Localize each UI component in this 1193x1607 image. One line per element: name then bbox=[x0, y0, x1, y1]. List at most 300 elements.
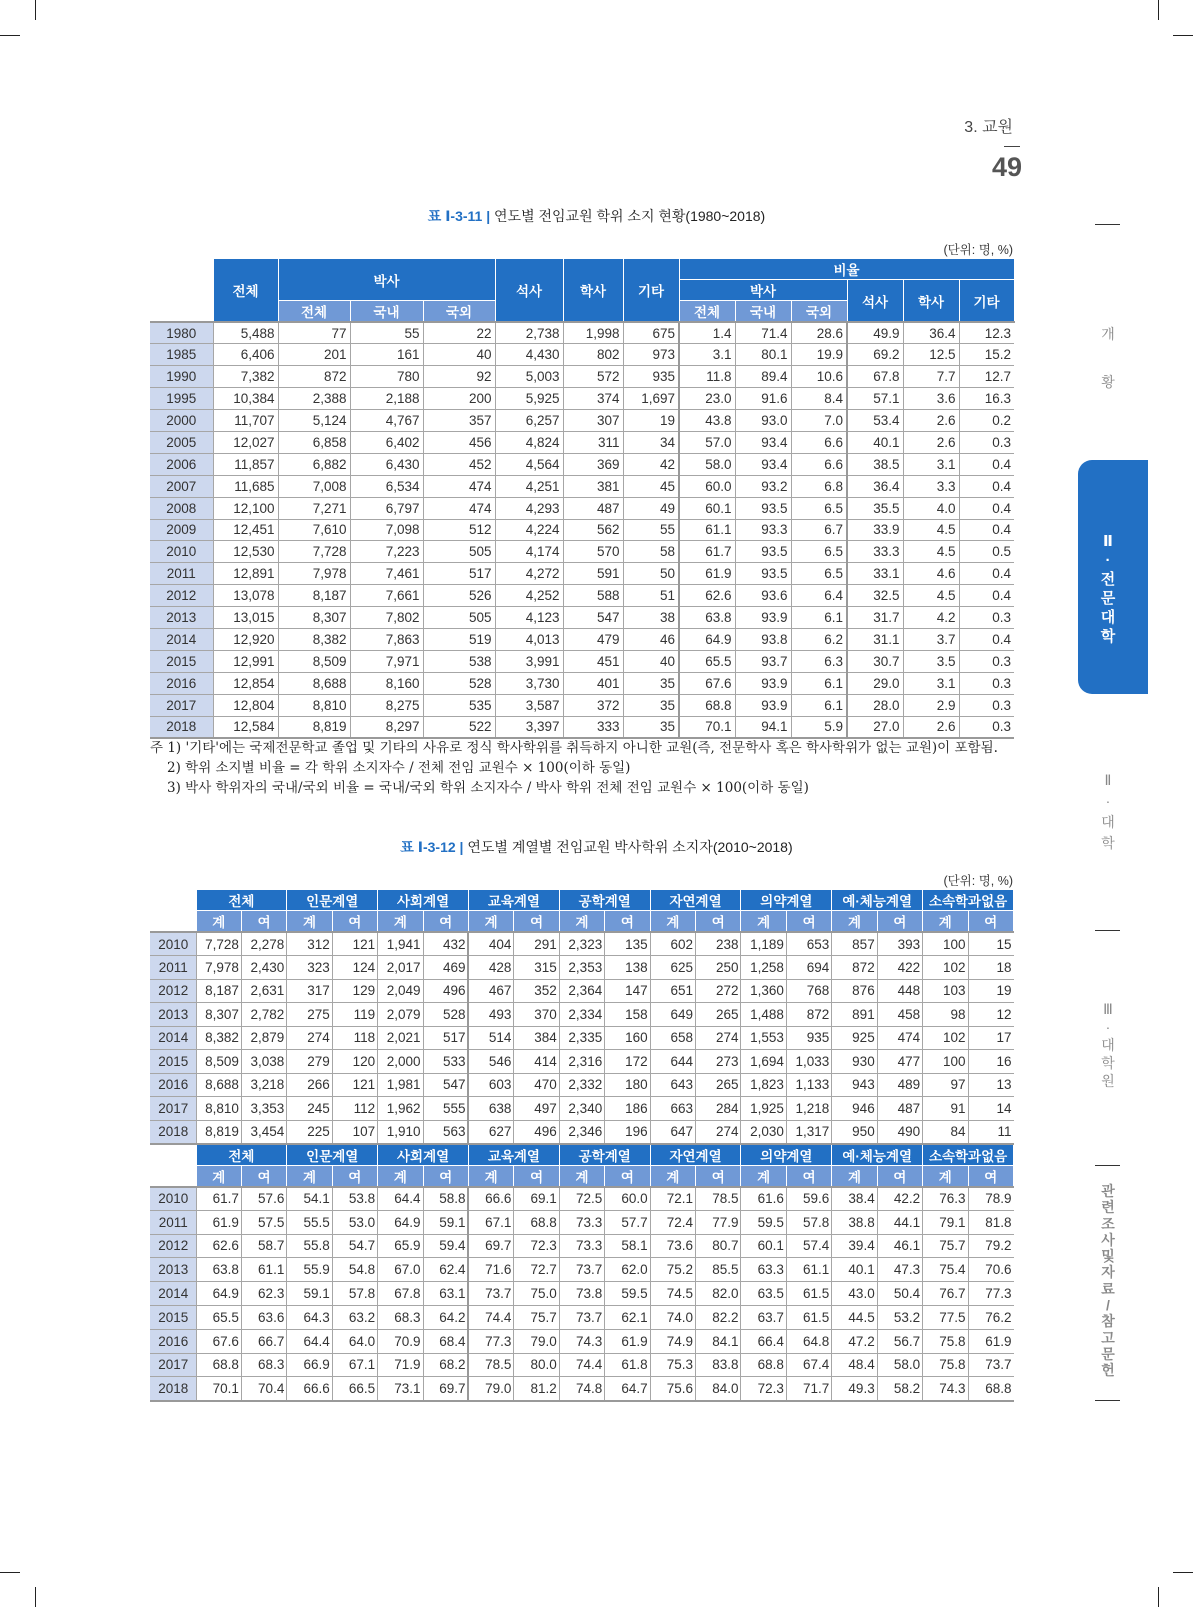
value-cell: 102 bbox=[923, 956, 968, 980]
year-cell: 1980 bbox=[150, 322, 213, 344]
value-cell: 12,451 bbox=[213, 519, 278, 541]
value-cell: 603 bbox=[468, 1073, 513, 1097]
group-header-row bbox=[150, 890, 1014, 911]
value-cell: 64.9 bbox=[378, 1210, 423, 1234]
value-cell: 2,879 bbox=[241, 1026, 286, 1050]
value-cell: 47.2 bbox=[832, 1329, 877, 1353]
value-cell: 315 bbox=[514, 956, 559, 980]
value-cell: 74.3 bbox=[923, 1377, 968, 1401]
year-cell: 2016 bbox=[150, 1329, 196, 1353]
crop-mark bbox=[1173, 1572, 1193, 1573]
value-cell: 12,100 bbox=[213, 497, 278, 519]
sub-header-female: 여 bbox=[968, 1165, 1013, 1187]
value-cell: 138 bbox=[605, 956, 650, 980]
col-ratio-phd-domestic: 국내 bbox=[735, 301, 791, 323]
value-cell: 58 bbox=[623, 541, 679, 563]
value-cell: 1.4 bbox=[679, 322, 735, 344]
value-cell: 112 bbox=[332, 1097, 377, 1121]
value-cell: 588 bbox=[563, 585, 623, 607]
value-cell: 78.5 bbox=[696, 1187, 741, 1211]
value-cell: 98 bbox=[923, 1003, 968, 1027]
value-cell: 62.4 bbox=[423, 1258, 468, 1282]
value-cell: 1,962 bbox=[378, 1097, 423, 1121]
value-cell: 36.4 bbox=[847, 475, 903, 497]
value-cell: 16.3 bbox=[959, 388, 1014, 410]
col-phd: 박사 bbox=[278, 259, 495, 301]
value-cell: 64.8 bbox=[786, 1329, 831, 1353]
value-cell: 1,697 bbox=[623, 388, 679, 410]
group-header: 교육계열 bbox=[468, 890, 559, 911]
table-row bbox=[150, 1187, 1014, 1211]
value-cell: 555 bbox=[423, 1097, 468, 1121]
value-cell: 56.7 bbox=[877, 1329, 922, 1353]
table-row bbox=[150, 1329, 1014, 1353]
value-cell: 505 bbox=[423, 607, 495, 629]
sub-header-female: 여 bbox=[514, 1165, 559, 1187]
value-cell: 6.1 bbox=[791, 694, 847, 716]
value-cell: 75.0 bbox=[514, 1282, 559, 1306]
value-cell: 2,346 bbox=[559, 1120, 604, 1144]
year-cell: 2010 bbox=[150, 1187, 196, 1211]
value-cell: 2,049 bbox=[378, 979, 423, 1003]
value-cell: 625 bbox=[650, 956, 695, 980]
value-cell: 75.2 bbox=[650, 1258, 695, 1282]
value-cell: 54.1 bbox=[287, 1187, 332, 1211]
crop-mark bbox=[1158, 1587, 1159, 1607]
value-cell: 40.1 bbox=[847, 431, 903, 453]
value-cell: 4,272 bbox=[495, 563, 563, 585]
value-cell: 487 bbox=[563, 497, 623, 519]
value-cell: 7,978 bbox=[278, 563, 350, 585]
value-cell: 40.1 bbox=[832, 1258, 877, 1282]
value-cell: 84.1 bbox=[696, 1329, 741, 1353]
value-cell: 2,323 bbox=[559, 932, 604, 956]
value-cell: 180 bbox=[605, 1073, 650, 1097]
value-cell: 7,223 bbox=[350, 541, 423, 563]
value-cell: 68.8 bbox=[196, 1353, 241, 1377]
value-cell: 50 bbox=[623, 563, 679, 585]
value-cell: 93.4 bbox=[735, 431, 791, 453]
value-cell: 100 bbox=[923, 1050, 968, 1074]
value-cell: 8,382 bbox=[196, 1026, 241, 1050]
value-cell: 489 bbox=[877, 1073, 922, 1097]
value-cell: 2,188 bbox=[350, 388, 423, 410]
value-cell: 0.3 bbox=[959, 716, 1014, 738]
year-cell: 1990 bbox=[150, 366, 213, 388]
value-cell: 53.2 bbox=[877, 1305, 922, 1329]
value-cell: 2.6 bbox=[903, 716, 959, 738]
value-cell: 55 bbox=[623, 519, 679, 541]
value-cell: 45 bbox=[623, 475, 679, 497]
value-cell: 0.4 bbox=[959, 519, 1014, 541]
year-cell: 1985 bbox=[150, 344, 213, 366]
value-cell: 58.0 bbox=[877, 1353, 922, 1377]
table2-title-text: 연도별 계열별 전임교원 박사학위 소지자(2010~2018) bbox=[467, 839, 793, 855]
value-cell: 474 bbox=[877, 1026, 922, 1050]
value-cell: 3,587 bbox=[495, 694, 563, 716]
value-cell: 68.2 bbox=[423, 1353, 468, 1377]
table-row bbox=[150, 497, 1014, 519]
table1-notes bbox=[150, 738, 998, 798]
value-cell: 11 bbox=[968, 1120, 1013, 1144]
value-cell: 61.6 bbox=[741, 1187, 786, 1211]
side-tab-university[interactable]: Ⅱ · 대 학 bbox=[1101, 772, 1115, 851]
value-cell: 33.9 bbox=[847, 519, 903, 541]
sub-header-female: 여 bbox=[423, 1165, 468, 1187]
page-number: 49 bbox=[991, 152, 1022, 182]
table-row bbox=[150, 475, 1014, 497]
value-cell: 63.7 bbox=[741, 1305, 786, 1329]
sub-header-total: 계 bbox=[741, 1165, 786, 1187]
year-cell: 2007 bbox=[150, 475, 213, 497]
value-cell: 44.1 bbox=[877, 1210, 922, 1234]
value-cell: 452 bbox=[423, 453, 495, 475]
value-cell: 6,402 bbox=[350, 431, 423, 453]
value-cell: 91 bbox=[923, 1097, 968, 1121]
value-cell: 2,316 bbox=[559, 1050, 604, 1074]
table2-title bbox=[0, 837, 1193, 857]
value-cell: 872 bbox=[832, 956, 877, 980]
value-cell: 44.5 bbox=[832, 1305, 877, 1329]
value-cell: 12,027 bbox=[213, 431, 278, 453]
value-cell: 93.8 bbox=[735, 628, 791, 650]
value-cell: 12,804 bbox=[213, 694, 278, 716]
value-cell: 11,857 bbox=[213, 453, 278, 475]
value-cell: 64.3 bbox=[287, 1305, 332, 1329]
value-cell: 547 bbox=[423, 1073, 468, 1097]
value-cell: 528 bbox=[423, 672, 495, 694]
value-cell: 93.5 bbox=[735, 563, 791, 585]
value-cell: 2,335 bbox=[559, 1026, 604, 1050]
value-cell: 76.7 bbox=[923, 1282, 968, 1306]
value-cell: 34 bbox=[623, 431, 679, 453]
table-row bbox=[150, 1282, 1014, 1306]
value-cell: 79.0 bbox=[468, 1377, 513, 1401]
value-cell: 1,033 bbox=[786, 1050, 831, 1074]
table-row bbox=[150, 322, 1014, 344]
value-cell: 7.7 bbox=[903, 366, 959, 388]
side-tab-overview[interactable]: 개 황 bbox=[1101, 326, 1115, 390]
value-cell: 0.3 bbox=[959, 694, 1014, 716]
value-cell: 265 bbox=[696, 1003, 741, 1027]
sub-header-female: 여 bbox=[332, 911, 377, 933]
value-cell: 124 bbox=[332, 956, 377, 980]
year-cell: 2006 bbox=[150, 453, 213, 475]
value-cell: 58.7 bbox=[241, 1234, 286, 1258]
value-cell: 61.9 bbox=[679, 563, 735, 585]
value-cell: 535 bbox=[423, 694, 495, 716]
value-cell: 274 bbox=[287, 1026, 332, 1050]
year-cell: 2017 bbox=[150, 1097, 196, 1121]
value-cell: 93.4 bbox=[735, 453, 791, 475]
year-header-blank bbox=[150, 1144, 196, 1166]
value-cell: 50.4 bbox=[877, 1282, 922, 1306]
value-cell: 1,360 bbox=[741, 979, 786, 1003]
value-cell: 102 bbox=[923, 1026, 968, 1050]
year-cell: 2015 bbox=[150, 1305, 196, 1329]
value-cell: 238 bbox=[696, 932, 741, 956]
value-cell: 4.2 bbox=[903, 607, 959, 629]
value-cell: 76.3 bbox=[923, 1187, 968, 1211]
value-cell: 6.1 bbox=[791, 672, 847, 694]
value-cell: 357 bbox=[423, 410, 495, 432]
value-cell: 8,810 bbox=[196, 1097, 241, 1121]
table-row bbox=[150, 979, 1014, 1003]
col-ratio-phd-foreign: 국외 bbox=[791, 301, 847, 323]
side-divider bbox=[1095, 1400, 1120, 1401]
value-cell: 61.9 bbox=[196, 1210, 241, 1234]
value-cell: 6.5 bbox=[791, 541, 847, 563]
value-cell: 35.5 bbox=[847, 497, 903, 519]
sub-header-total: 계 bbox=[741, 911, 786, 933]
value-cell: 3,218 bbox=[241, 1073, 286, 1097]
value-cell: 66.6 bbox=[468, 1187, 513, 1211]
value-cell: 65.9 bbox=[378, 1234, 423, 1258]
value-cell: 2,334 bbox=[559, 1003, 604, 1027]
value-cell: 82.2 bbox=[696, 1305, 741, 1329]
year-header-blank bbox=[150, 259, 213, 323]
value-cell: 1,941 bbox=[378, 932, 423, 956]
value-cell: 64.2 bbox=[423, 1305, 468, 1329]
value-cell: 533 bbox=[423, 1050, 468, 1074]
group-header: 교육계열 bbox=[468, 1144, 559, 1166]
value-cell: 93.3 bbox=[735, 519, 791, 541]
value-cell: 57.0 bbox=[679, 431, 735, 453]
value-cell: 7,728 bbox=[278, 541, 350, 563]
value-cell: 432 bbox=[423, 932, 468, 956]
table-row bbox=[150, 607, 1014, 629]
value-cell: 10.6 bbox=[791, 366, 847, 388]
value-cell: 71.6 bbox=[468, 1258, 513, 1282]
value-cell: 369 bbox=[563, 453, 623, 475]
table2-unit: (단위: 명, %) bbox=[943, 874, 1013, 888]
table-row bbox=[150, 1050, 1014, 1074]
value-cell: 55.8 bbox=[287, 1234, 332, 1258]
value-cell: 59.4 bbox=[423, 1234, 468, 1258]
value-cell: 15 bbox=[968, 932, 1013, 956]
year-cell: 2015 bbox=[150, 650, 213, 672]
value-cell: 129 bbox=[332, 979, 377, 1003]
value-cell: 15.2 bbox=[959, 344, 1014, 366]
value-cell: 55.9 bbox=[287, 1258, 332, 1282]
value-cell: 35 bbox=[623, 694, 679, 716]
value-cell: 3,353 bbox=[241, 1097, 286, 1121]
value-cell: 876 bbox=[832, 979, 877, 1003]
value-cell: 27.0 bbox=[847, 716, 903, 738]
year-cell: 2000 bbox=[150, 410, 213, 432]
sub-header-total: 계 bbox=[650, 911, 695, 933]
side-divider bbox=[1095, 930, 1120, 931]
value-cell: 6.1 bbox=[791, 607, 847, 629]
table-row bbox=[150, 563, 1014, 585]
value-cell: 61.9 bbox=[968, 1329, 1013, 1353]
value-cell: 496 bbox=[423, 979, 468, 1003]
value-cell: 273 bbox=[696, 1050, 741, 1074]
table2-title-prefix: 표 Ⅰ-3-12 | bbox=[400, 839, 464, 855]
value-cell: 61.7 bbox=[196, 1187, 241, 1211]
value-cell: 58.8 bbox=[423, 1187, 468, 1211]
value-cell: 49 bbox=[623, 497, 679, 519]
value-cell: 74.3 bbox=[559, 1329, 604, 1353]
value-cell: 2,278 bbox=[241, 932, 286, 956]
value-cell: 67.4 bbox=[786, 1353, 831, 1377]
value-cell: 6.7 bbox=[791, 519, 847, 541]
value-cell: 58.0 bbox=[679, 453, 735, 475]
value-cell: 7,971 bbox=[350, 650, 423, 672]
col-ratio-bachelor: 학사 bbox=[903, 280, 959, 323]
col-ratio-other: 기타 bbox=[959, 280, 1014, 323]
value-cell: 64.9 bbox=[679, 628, 735, 650]
year-cell: 2013 bbox=[150, 607, 213, 629]
value-cell: 266 bbox=[287, 1073, 332, 1097]
value-cell: 48.4 bbox=[832, 1353, 877, 1377]
value-cell: 474 bbox=[423, 497, 495, 519]
value-cell: 562 bbox=[563, 519, 623, 541]
table-row bbox=[150, 1377, 1014, 1401]
table-row bbox=[150, 628, 1014, 650]
value-cell: 467 bbox=[468, 979, 513, 1003]
value-cell: 160 bbox=[605, 1026, 650, 1050]
value-cell: 517 bbox=[423, 1026, 468, 1050]
table-row bbox=[150, 519, 1014, 541]
value-cell: 5,003 bbox=[495, 366, 563, 388]
value-cell: 51 bbox=[623, 585, 679, 607]
value-cell: 59.1 bbox=[287, 1282, 332, 1306]
value-cell: 78.5 bbox=[468, 1353, 513, 1377]
year-cell: 2016 bbox=[150, 672, 213, 694]
year-cell: 2011 bbox=[150, 1210, 196, 1234]
value-cell: 2.6 bbox=[903, 431, 959, 453]
value-cell: 451 bbox=[563, 650, 623, 672]
value-cell: 72.5 bbox=[559, 1187, 604, 1211]
value-cell: 6.4 bbox=[791, 585, 847, 607]
value-cell: 71.9 bbox=[378, 1353, 423, 1377]
value-cell: 93.9 bbox=[735, 694, 791, 716]
year-cell: 2012 bbox=[150, 585, 213, 607]
value-cell: 663 bbox=[650, 1097, 695, 1121]
col-bachelor: 학사 bbox=[563, 259, 623, 323]
value-cell: 71.7 bbox=[786, 1377, 831, 1401]
value-cell: 1,189 bbox=[741, 932, 786, 956]
value-cell: 73.3 bbox=[559, 1234, 604, 1258]
sub-header-female: 여 bbox=[877, 1165, 922, 1187]
value-cell: 92 bbox=[423, 366, 495, 388]
side-tab-graduate-school[interactable]: Ⅲ · 대 학 원 bbox=[1101, 1001, 1115, 1089]
value-cell: 42 bbox=[623, 453, 679, 475]
value-cell: 120 bbox=[332, 1050, 377, 1074]
value-cell: 7,728 bbox=[196, 932, 241, 956]
value-cell: 401 bbox=[563, 672, 623, 694]
value-cell: 68.8 bbox=[679, 694, 735, 716]
value-cell: 91.6 bbox=[735, 388, 791, 410]
value-cell: 65.5 bbox=[679, 650, 735, 672]
value-cell: 121 bbox=[332, 932, 377, 956]
value-cell: 93.9 bbox=[735, 672, 791, 694]
value-cell: 514 bbox=[468, 1026, 513, 1050]
table-row bbox=[150, 716, 1014, 738]
col-other: 기타 bbox=[623, 259, 679, 323]
value-cell: 374 bbox=[563, 388, 623, 410]
value-cell: 477 bbox=[877, 1050, 922, 1074]
value-cell: 6,257 bbox=[495, 410, 563, 432]
value-cell: 352 bbox=[514, 979, 559, 1003]
value-cell: 72.7 bbox=[514, 1258, 559, 1282]
value-cell: 570 bbox=[563, 541, 623, 563]
table-row bbox=[150, 1353, 1014, 1377]
value-cell: 72.3 bbox=[514, 1234, 559, 1258]
value-cell: 58.2 bbox=[877, 1377, 922, 1401]
value-cell: 6.3 bbox=[791, 650, 847, 672]
value-cell: 512 bbox=[423, 519, 495, 541]
value-cell: 519 bbox=[423, 628, 495, 650]
value-cell: 75.6 bbox=[650, 1377, 695, 1401]
value-cell: 75.4 bbox=[923, 1258, 968, 1282]
value-cell: 651 bbox=[650, 979, 695, 1003]
value-cell: 93.0 bbox=[735, 410, 791, 432]
value-cell: 57.7 bbox=[605, 1210, 650, 1234]
col-phd-total: 전체 bbox=[278, 301, 350, 323]
value-cell: 2,388 bbox=[278, 388, 350, 410]
value-cell: 780 bbox=[350, 366, 423, 388]
value-cell: 1,981 bbox=[378, 1073, 423, 1097]
value-cell: 2,332 bbox=[559, 1073, 604, 1097]
side-tab-junior-college[interactable] bbox=[1078, 460, 1148, 694]
value-cell: 935 bbox=[786, 1026, 831, 1050]
value-cell: 107 bbox=[332, 1120, 377, 1144]
value-cell: 80.7 bbox=[696, 1234, 741, 1258]
value-cell: 8,187 bbox=[278, 585, 350, 607]
value-cell: 10,384 bbox=[213, 388, 278, 410]
value-cell: 4,824 bbox=[495, 431, 563, 453]
value-cell: 196 bbox=[605, 1120, 650, 1144]
col-ratio-phd-total: 전체 bbox=[679, 301, 735, 323]
value-cell: 53.8 bbox=[332, 1187, 377, 1211]
value-cell: 67.0 bbox=[378, 1258, 423, 1282]
value-cell: 66.7 bbox=[241, 1329, 286, 1353]
col-phd-foreign: 국외 bbox=[423, 301, 495, 323]
value-cell: 172 bbox=[605, 1050, 650, 1074]
value-cell: 857 bbox=[832, 932, 877, 956]
value-cell: 93.2 bbox=[735, 475, 791, 497]
value-cell: 57.4 bbox=[786, 1234, 831, 1258]
table-row bbox=[150, 1234, 1014, 1258]
value-cell: 1,218 bbox=[786, 1097, 831, 1121]
sub-header-female: 여 bbox=[241, 911, 286, 933]
side-tab-references[interactable]: 관 련 조 사 및 자 료 / 참 고 문 헌 bbox=[1101, 1183, 1115, 1379]
value-cell: 59.1 bbox=[423, 1210, 468, 1234]
table-row bbox=[150, 585, 1014, 607]
value-cell: 85.5 bbox=[696, 1258, 741, 1282]
sub-header-total: 계 bbox=[832, 1165, 877, 1187]
value-cell: 2,364 bbox=[559, 979, 604, 1003]
value-cell: 12,891 bbox=[213, 563, 278, 585]
value-cell: 0.3 bbox=[959, 650, 1014, 672]
value-cell: 6.8 bbox=[791, 475, 847, 497]
value-cell: 4.6 bbox=[903, 563, 959, 585]
value-cell: 93.7 bbox=[735, 650, 791, 672]
value-cell: 73.7 bbox=[559, 1258, 604, 1282]
value-cell: 4,013 bbox=[495, 628, 563, 650]
value-cell: 8,688 bbox=[196, 1073, 241, 1097]
table1 bbox=[150, 258, 1015, 739]
value-cell: 0.4 bbox=[959, 497, 1014, 519]
group-header: 인문계열 bbox=[287, 1144, 378, 1166]
value-cell: 60.0 bbox=[679, 475, 735, 497]
value-cell: 77.3 bbox=[968, 1282, 1013, 1306]
value-cell: 2,782 bbox=[241, 1003, 286, 1027]
value-cell: 55 bbox=[350, 322, 423, 344]
value-cell: 4,224 bbox=[495, 519, 563, 541]
